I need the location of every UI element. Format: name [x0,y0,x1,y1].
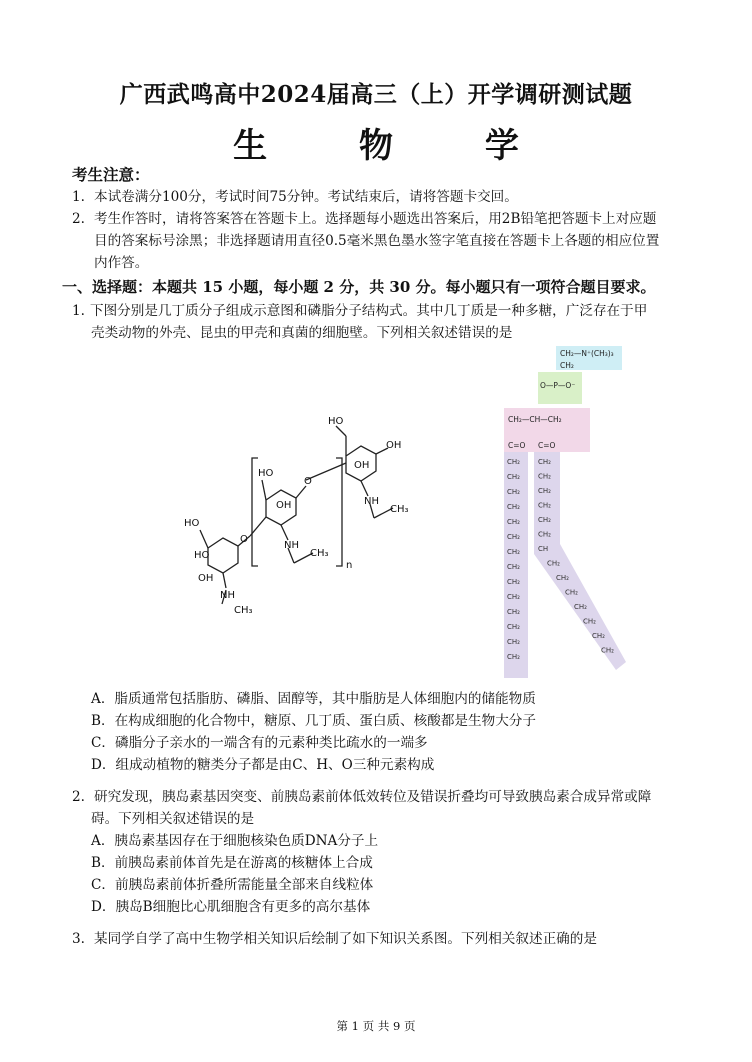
chain-label-ch2: CH₂ [507,593,520,601]
label-nh: NH [364,496,379,507]
option-d: D．组成动植物的糖类分子都是由C、H、O三种元素构成 [91,757,435,773]
label-ch3: CH₃ [234,605,253,616]
chain-label-ch2: CH₂ [507,653,520,661]
label-ho: HO [328,416,344,427]
chain-label-ch2: CH₂ [538,472,551,481]
subject-title: 生 物 学 [233,126,559,166]
section-heading: 一、选择题：本题共 15 小题，每小题 2 分，共 30 分。每小题只有一项符合题目要求。 [62,278,656,296]
label-o: O [304,476,312,487]
label-nh: NH [284,540,299,551]
chain-label-ch2: CH₂ [507,488,520,496]
chain-label-ch2: CH₂ [547,559,560,568]
chain-label-ch2: CH₂ [538,487,551,495]
label-phosphate: O—P—O⁻ [540,381,576,390]
question-text: 下图分别是几丁质分子组成示意图和磷脂分子结构式。其中几丁质是一种多糖，广泛存在于甲 [90,303,648,319]
notice-item-2 [72,208,656,230]
option-a: A．脂质通常包括脂肪、磷脂、固醇等，其中脂肪是人体细胞内的储能物质 [91,691,536,707]
label-oh: OH [198,573,214,584]
chain-label-ch2: CH₂ [538,501,551,510]
notice-item-number: 1. [72,189,85,205]
chain-label-ch2: CH₂ [538,530,551,539]
chain-label-ch2: CH₂ [507,578,520,586]
phospholipid-structure-figure [498,344,638,682]
chain-label-ch2: CH₂ [507,518,520,526]
chain-label-ch2: CH₂ [507,548,520,556]
notice-item-2-cont: 内作答。 [94,255,149,271]
label-oh: OH [354,460,370,471]
question-number: 3. [72,931,85,947]
chain-label-ch2: CH₂ [574,603,587,611]
label-ch3: CH₃ [310,548,329,559]
chain-label-ch2: CH₂ [538,458,551,466]
label-choline: CH₂—N⁺(CH₃)₃ [560,349,614,358]
notice-item-text: 考生作答时，请将答案答在答题卡上。选择题每小题选出答案后，用2B铅笔把答题卡上对应题 [94,211,657,227]
chain-label-ch2: CH₂ [507,623,520,631]
chain-label-ch2: CH₂ [565,588,578,597]
option-c: C．磷脂分子亲水的一端含有的元素种类比疏水的一端多 [91,735,428,751]
label-oh: OH [386,440,402,451]
option-a: A．胰岛素基因存在于细胞核染色质DNA分子上 [91,833,379,849]
question-number: 2. [72,789,85,805]
label-o: O [240,534,248,545]
chain-label-ch2: CH [538,545,549,553]
option-d: D．胰岛B细胞比心肌细胞含有更多的高尔基体 [91,899,371,915]
chain-label-ch2: CH₂ [583,617,596,626]
notice-heading: 考生注意： [72,165,150,184]
question-2-stem-cont: 碍。下列相关叙述错误的是 [91,811,255,827]
label-ho: HO [194,550,210,561]
chain-label-ch2: CH₂ [556,574,569,582]
question-text: 某同学自学了高中生物学相关知识后绘制了如下知识关系图。下列相关叙述正确的是 [94,931,597,947]
chain-label-ch2: CH₂ [507,638,520,646]
notice-item-2-cont: 目的答案标号涂黑；非选择题请用直径0.5毫米黑色墨水签字笔直接在答题卡上各题的相应位置 [94,233,660,249]
page-footer: 第 1 页 共 9 页 [336,1019,416,1033]
label-ho: HO [258,468,274,479]
exam-title: 广西武鸣高中2024届高三（上）开学调研测试题 [119,81,633,108]
question-2-stem [72,786,651,808]
label-nh: NH [220,590,235,601]
chitin-structure-figure [178,408,428,618]
chain-label-ch2: CH₂ [601,646,614,655]
chain-label-ch2: CH₂ [507,563,520,571]
chain-label-ch2: CH₂ [592,632,605,640]
chain-label-ch2: CH₂ [507,473,520,481]
option-b: B．在构成细胞的化合物中，糖原、几丁质、蛋白质、核酸都是生物大分子 [91,713,536,729]
label-ho: HO [184,518,200,529]
question-1-stem-cont: 壳类动物的外壳、昆虫的甲壳和真菌的细胞壁。下列相关叙述错误的是 [91,325,513,341]
label-oh: OH [276,500,292,511]
question-number: 1. [72,303,85,319]
label-ester: C=O [508,441,526,450]
chain-label-ch2: CH₂ [538,516,551,524]
chain-label-ch2: CH₂ [507,533,520,541]
notice-item-text: 本试卷满分100分，考试时间75分钟。考试结束后，请将答题卡交回。 [94,189,518,205]
label-glycerol: CH₂—CH—CH₂ [508,415,562,424]
option-c: C．前胰岛素前体折叠所需能量全部来自线粒体 [91,877,374,893]
question-1-stem [72,300,647,322]
chain-label-ch2: CH₂ [507,458,520,466]
label-n: n [346,560,353,571]
question-text: 研究发现，胰岛素基因突变、前胰岛素前体低效转位及错误折叠均可导致胰岛素合成异常或障 [94,789,652,805]
question-3-stem [72,928,597,950]
label-ch2: CH₂ [560,361,574,370]
chain-label-ch2: CH₂ [507,608,520,616]
chain-label-ch2: CH₂ [507,503,520,511]
label-ch3: CH₃ [390,504,409,515]
label-ester: C=O [538,441,556,450]
option-b: B．前胰岛素前体首先是在游离的核糖体上合成 [91,855,373,871]
notice-item-number: 2. [72,211,85,227]
notice-item-1 [72,186,518,208]
